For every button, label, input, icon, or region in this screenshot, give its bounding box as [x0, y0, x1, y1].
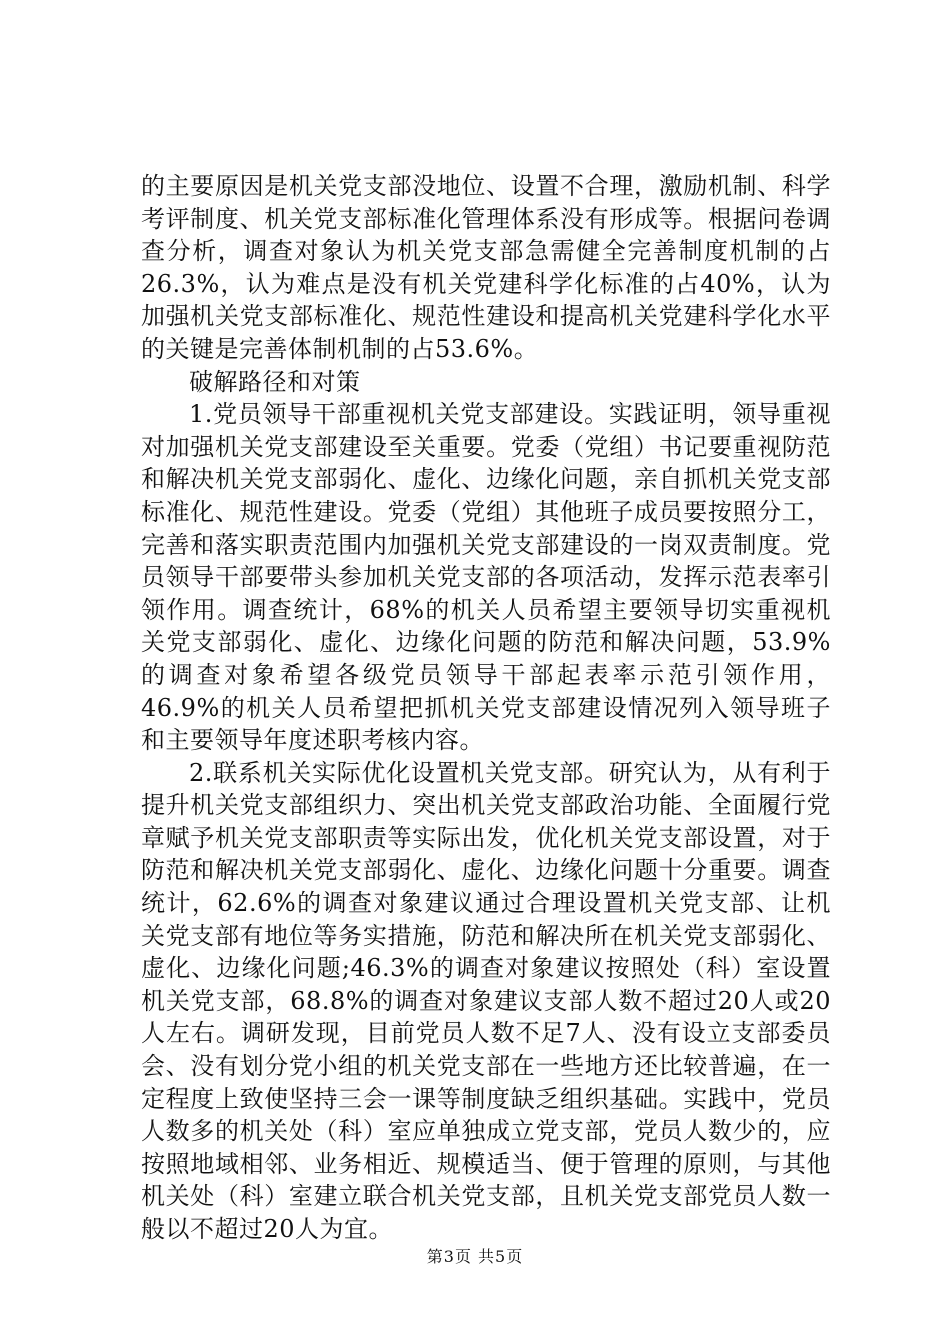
page-footer: 第3页 共5页	[426, 1247, 524, 1266]
paragraph-item-2: 2.联系机关实际优化设置机关党支部。研究认为，从有利于提升机关党支部组织力、突出机关党支部政治功能、全面履行党章赋予机关党支部职责等实际出发，优化机关党支部设置，对于防范和解决机关党支部弱化、虚化、边缘化问题十分重要。调查统计，62.6%的调查对象建议通过合理设置机关党支部、让机关党支部有地位等务实措施，防范和解决所在机关党支部弱化、虚化、边缘化问题;46.3%的调查对象建议按照处（科）室设置机关党支部，68.8%的调查对象建议支部人数不超过20人或20人左右。调研发现，目前党员人数不足7人、没有设立支部委员会、没有划分党小组的机关党支部在一些地方还比较普遍，在一定程度上致使坚持三会一课等制度缺乏组织基础。实践中，党员人数多的机关处（科）室应单独成立党支部，党员人数少的，应按照地域相邻、业务相近、规模适当、便于管理的原则，与其他机关处（科）室建立联合机关党支部，且机关党支部党员人数一般以不超过20人为宜。	[141, 758, 831, 1243]
document-body	[141, 170, 831, 1246]
paragraph-continuation: 的主要原因是机关党支部没地位、设置不合理，激励机制、科学考评制度、机关党支部标准化管理体系没有形成等。根据问卷调查分析，调查对象认为机关党支部急需健全完善制度机制的占26.3%，认为难点是没有机关党建科学化标准的占40%，认为加强机关党支部标准化、规范性建设和提高机关党建科学化水平的关键是完善体制机制的占53.6%。	[141, 172, 831, 363]
section-heading: 破解路径和对策	[189, 367, 361, 396]
paragraph-item-1: 1.党员领导干部重视机关党支部建设。实践证明，领导重视对加强机关党支部建设至关重要。党委（党组）书记要重视防范和解决机关党支部弱化、虚化、边缘化问题，亲自抓机关党支部标准化、规范性建设。党委（党组）其他班子成员要按照分工，完善和落实职责范围内加强机关党支部建设的一岗双责制度。党员领导干部要带头参加机关党支部的各项活动，发挥示范表率引领作用。调查统计，68%的机关人员希望主要领导切实重视机关党支部弱化、虚化、边缘化问题的防范和解决问题，53.9%的调查对象希望各级党员领导干部起表率示范引领作用，46.9%的机关人员希望把抓机关党支部建设情况列入领导班子和主要领导年度述职考核内容。	[141, 400, 831, 755]
